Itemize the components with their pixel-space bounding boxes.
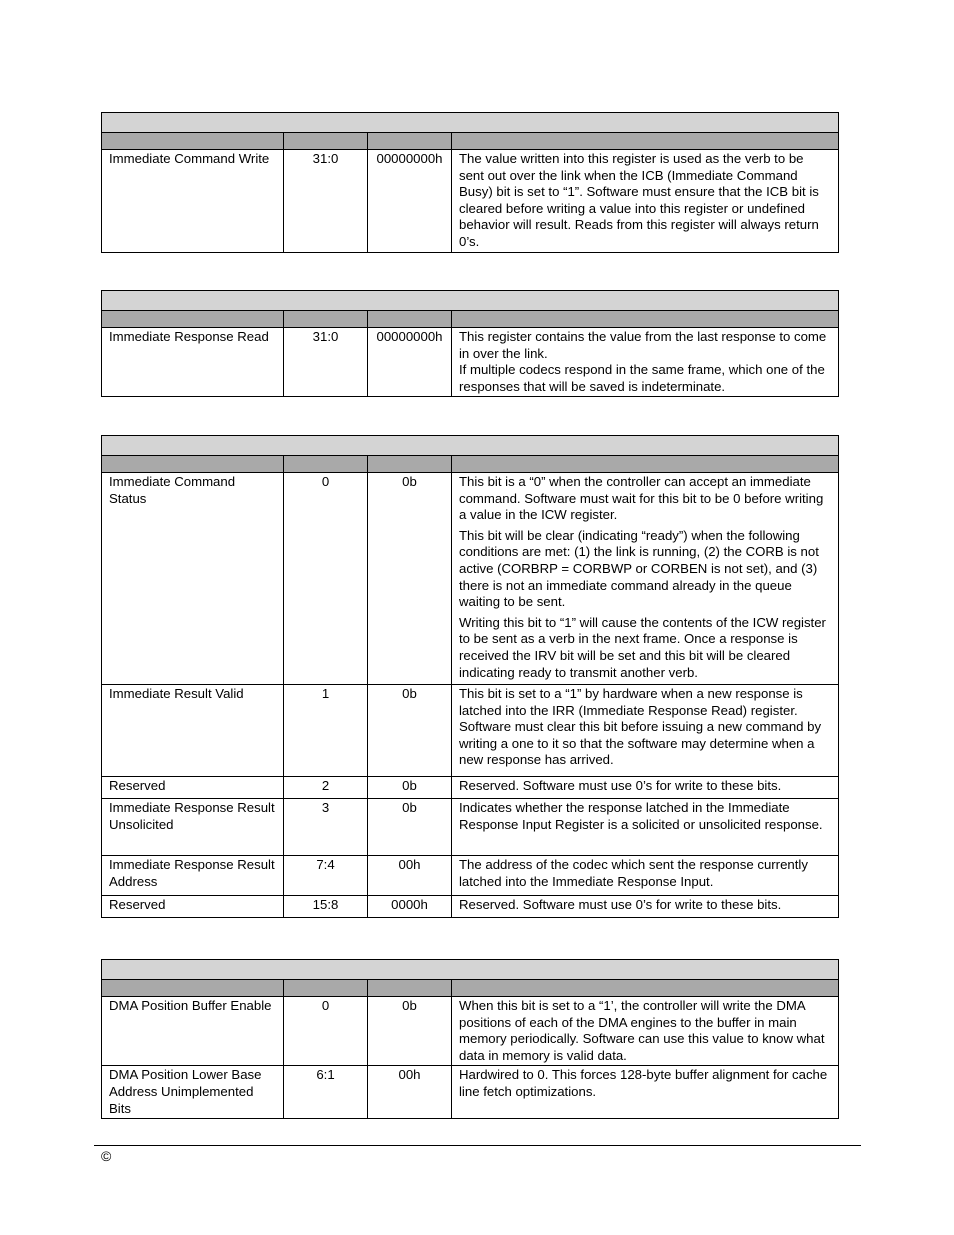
field-description: Hardwired to 0. This forces 128-byte buffer alignment for cache line fetch optimizations. (452, 1066, 839, 1119)
field-default: 0b (368, 473, 452, 685)
table-row (102, 856, 839, 896)
table-row (102, 896, 839, 918)
field-bits: 31:0 (284, 328, 368, 397)
field-default: 00000000h (368, 328, 452, 397)
field-default: 0b (368, 777, 452, 799)
footer-divider (94, 1145, 861, 1146)
table-row (102, 150, 839, 253)
header-cell (102, 311, 284, 328)
table-row (102, 997, 839, 1066)
field-bits: 1 (284, 685, 368, 777)
register-table-3 (101, 435, 839, 918)
field-description: The value written into this register is used as the verb to be sent out over the link when the ICB (Immediate Command Busy) bit is set to “1”. Software must ensure that the ICB bit is cleared before writing a value into this register or undefined behavior will result. Reads from this register will always return 0’s. (452, 150, 839, 253)
register-table-1 (101, 112, 839, 253)
field-description: Indicates whether the response latched in the Immediate Response Input Register is a solicited or unsolicited response. (452, 799, 839, 856)
field-name: Immediate Command Write (102, 150, 284, 253)
field-name: Reserved (102, 777, 284, 799)
table-row (102, 1066, 839, 1119)
field-name: Immediate Result Valid (102, 685, 284, 777)
header-cell (102, 980, 284, 997)
field-name: Reserved (102, 896, 284, 918)
field-name: Immediate Command Status (102, 473, 284, 685)
table-row (102, 473, 839, 685)
field-description: This register contains the value from the last response to come in over the link. If multiple codecs respond in the same frame, which one of the responses that will be saved is indeterminate. (452, 328, 839, 397)
field-bits: 6:1 (284, 1066, 368, 1119)
field-description: This bit is a “0” when the controller can accept an immediate command. Software must wait for this bit to be 0 before writing a value in the ICW register. This bit will be clear (indicating “ready”) when the following conditions are met: (1) the link is running, (2) the CORB is not active (CORBRP = CORBWP or CORBEN is not set), and (3) there is not an immediate command already in the queue waiting to be sent. Writing this bit to “1” will cause the contents of the ICW register to be sent as a verb in the next frame. Once a response is received the IRV bit will be set and this bit will be cleared indicating ready to transmit another verb. (452, 473, 839, 685)
header-cell (452, 456, 839, 473)
table-title-bar (102, 291, 839, 311)
field-default: 0000h (368, 896, 452, 918)
field-name: Immediate Response Read (102, 328, 284, 397)
header-cell (284, 311, 368, 328)
field-default: 00h (368, 1066, 452, 1119)
header-cell (368, 980, 452, 997)
field-description: The address of the codec which sent the response currently latched into the Immediate Response Input. (452, 856, 839, 896)
register-table-4 (101, 959, 839, 1119)
table-row (102, 328, 839, 397)
field-description: When this bit is set to a “1’, the controller will write the DMA positions of each of the DMA engines to the buffer in main memory periodically. Software can use this value to know what data in memory is valid data. (452, 997, 839, 1066)
field-default: 0b (368, 799, 452, 856)
header-cell (368, 456, 452, 473)
field-bits: 2 (284, 777, 368, 799)
field-description: Reserved. Software must use 0’s for write to these bits. (452, 896, 839, 918)
field-default: 00h (368, 856, 452, 896)
field-name: Immediate Response Result Address (102, 856, 284, 896)
header-cell (452, 133, 839, 150)
header-cell (284, 133, 368, 150)
table-title-bar (102, 960, 839, 980)
header-cell (452, 980, 839, 997)
register-table-2 (101, 290, 839, 397)
header-cell (284, 456, 368, 473)
field-bits: 7:4 (284, 856, 368, 896)
field-bits: 31:0 (284, 150, 368, 253)
header-cell (102, 456, 284, 473)
table-row (102, 777, 839, 799)
field-bits: 0 (284, 473, 368, 685)
header-cell (452, 311, 839, 328)
field-bits: 0 (284, 997, 368, 1066)
field-bits: 15:8 (284, 896, 368, 918)
table-title-bar (102, 113, 839, 133)
table-row (102, 685, 839, 777)
field-default: 00000000h (368, 150, 452, 253)
copyright-mark: © (101, 1148, 112, 1164)
header-cell (284, 980, 368, 997)
field-default: 0b (368, 997, 452, 1066)
header-cell (102, 133, 284, 150)
table-title-bar (102, 436, 839, 456)
header-cell (368, 133, 452, 150)
field-description: This bit is set to a “1” by hardware when a new response is latched into the IRR (Immediate Response Read) register. Software must clear this bit before issuing a new command by writing a one to it so that the software may determine when a new response has arrived. (452, 685, 839, 777)
header-cell (368, 311, 452, 328)
field-name: DMA Position Lower Base Address Unimplemented Bits (102, 1066, 284, 1119)
field-default: 0b (368, 685, 452, 777)
field-name: Immediate Response Result Unsolicited (102, 799, 284, 856)
table-row (102, 799, 839, 856)
field-name: DMA Position Buffer Enable (102, 997, 284, 1066)
field-bits: 3 (284, 799, 368, 856)
field-description: Reserved. Software must use 0’s for write to these bits. (452, 777, 839, 799)
